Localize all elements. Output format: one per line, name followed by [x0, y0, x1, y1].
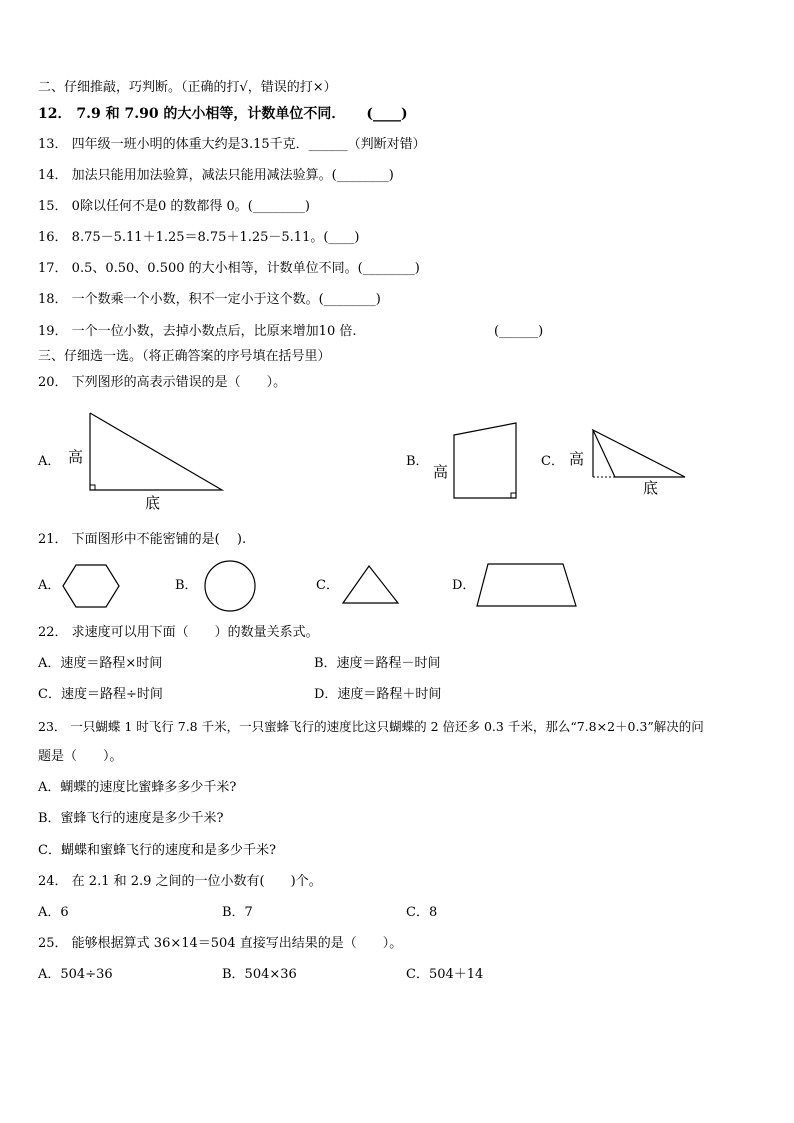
question-22: 22． 求速度可以用下面（ ）的数量关系式。 [38, 625, 319, 640]
triangle-shape [343, 566, 398, 603]
question-15: 15． 0除以任何不是0 的数都得 0。(________) [38, 199, 310, 214]
q20-figure-b [425, 415, 525, 505]
question-19-blank: (______) [494, 324, 544, 339]
base-label: 底 [643, 479, 659, 497]
q24-option-c: C．8 [406, 905, 438, 920]
question-21: 21． 下面图形中不能密铺的是( ). [38, 532, 247, 547]
base-label: 底 [145, 494, 161, 512]
q21-option-c-label: C． [316, 578, 339, 593]
trapezoid-shape [454, 423, 516, 498]
hexagon-figure [60, 562, 122, 610]
hexagon-shape [63, 565, 119, 607]
question-20: 20． 下列图形的高表示错误的是（ ）。 [38, 375, 287, 390]
question-12: 12． 7.9 和 7.90 的大小相等，计数单位不同． (____) [38, 106, 408, 122]
right-angle-mark [90, 485, 95, 490]
question-17: 17． 0.5、0.50、0.500 的大小相等，计数单位不同。(________) [38, 261, 420, 276]
q21-option-b-label: B． [175, 578, 198, 593]
height-label: 高 [68, 448, 84, 466]
circle-figure [202, 558, 258, 614]
circle-shape [205, 561, 255, 611]
trapezoid-shape [477, 564, 576, 606]
q24-option-b: B．7 [222, 905, 253, 920]
q23-option-b: B．蜜蜂飞行的速度是多少千米? [38, 811, 224, 826]
right-triangle-shape [90, 413, 222, 490]
q22-option-b: B．速度＝路程－时间 [314, 656, 441, 671]
q23-option-c: C．蝴蝶和蜜蜂飞行的速度和是多少千米? [38, 843, 276, 858]
question-23-line-2: 题是（ ）。 [38, 749, 123, 764]
question-23-line-1: 23． 一只蝴蝶 1 时飞行 7.8 千米，一只蜜蜂飞行的速度比这只蝴蝶的 2 倍还多 0.3 千米，那么“7.8×2＋0.3”解决的问 [38, 719, 704, 734]
q20-figure-c [565, 420, 695, 500]
q22-option-d: D．速度＝路程＋时间 [314, 687, 442, 702]
section-3-heading: 三、仔细选一选。（将正确答案的序号填在括号里） [38, 349, 331, 364]
q20-figure-a [60, 405, 230, 515]
q20-option-a-label: A． [38, 454, 61, 469]
question-19: 19． 一个一位小数，去掉小数点后，比原来增加10 倍. [38, 324, 357, 339]
question-25: 25． 能够根据算式 36×14＝504 直接写出结果的是（ ）。 [38, 936, 403, 951]
q25-option-a: A．504÷36 [38, 967, 113, 982]
question-14: 14． 加法只能用加法验算，减法只能用减法验算。(________) [38, 168, 394, 183]
q20-option-c-label: C． [541, 454, 564, 469]
q23-option-a: A．蝴蝶的速度比蜜蜂多多少千米? [38, 780, 237, 795]
section-2-heading: 二、仔细推敲，巧判断。（正确的打√，错误的打×） [38, 80, 337, 95]
q21-option-d-label: D． [452, 578, 476, 593]
q21-option-a-label: A． [38, 578, 61, 593]
question-24: 24． 在 2.1 和 2.9 之间的一位小数有( )个。 [38, 874, 322, 889]
right-angle-mark [511, 493, 516, 498]
q20-option-b-label: B． [406, 454, 429, 469]
q22-option-c: C．速度＝路程÷时间 [38, 687, 163, 702]
obtuse-triangle-shape [593, 430, 685, 477]
q22-option-a: A．速度＝路程×时间 [38, 656, 163, 671]
q24-option-a: A．6 [38, 905, 69, 920]
question-16: 16． 8.75－5.11＋1.25＝8.75＋1.25－5.11。(____) [38, 230, 360, 245]
q25-option-b: B．504×36 [222, 967, 297, 982]
q25-option-c: C．504＋14 [406, 967, 484, 982]
question-13: 13． 四年级一班小明的体重大约是3.15千克．______（判断对错） [38, 137, 426, 152]
triangle-figure [340, 562, 402, 608]
trapezoid-figure [474, 560, 580, 610]
height-label: 高 [433, 463, 449, 481]
question-18: 18． 一个数乘一个小数，积不一定小于这个数。(________) [38, 292, 381, 307]
height-label: 高 [569, 450, 585, 468]
